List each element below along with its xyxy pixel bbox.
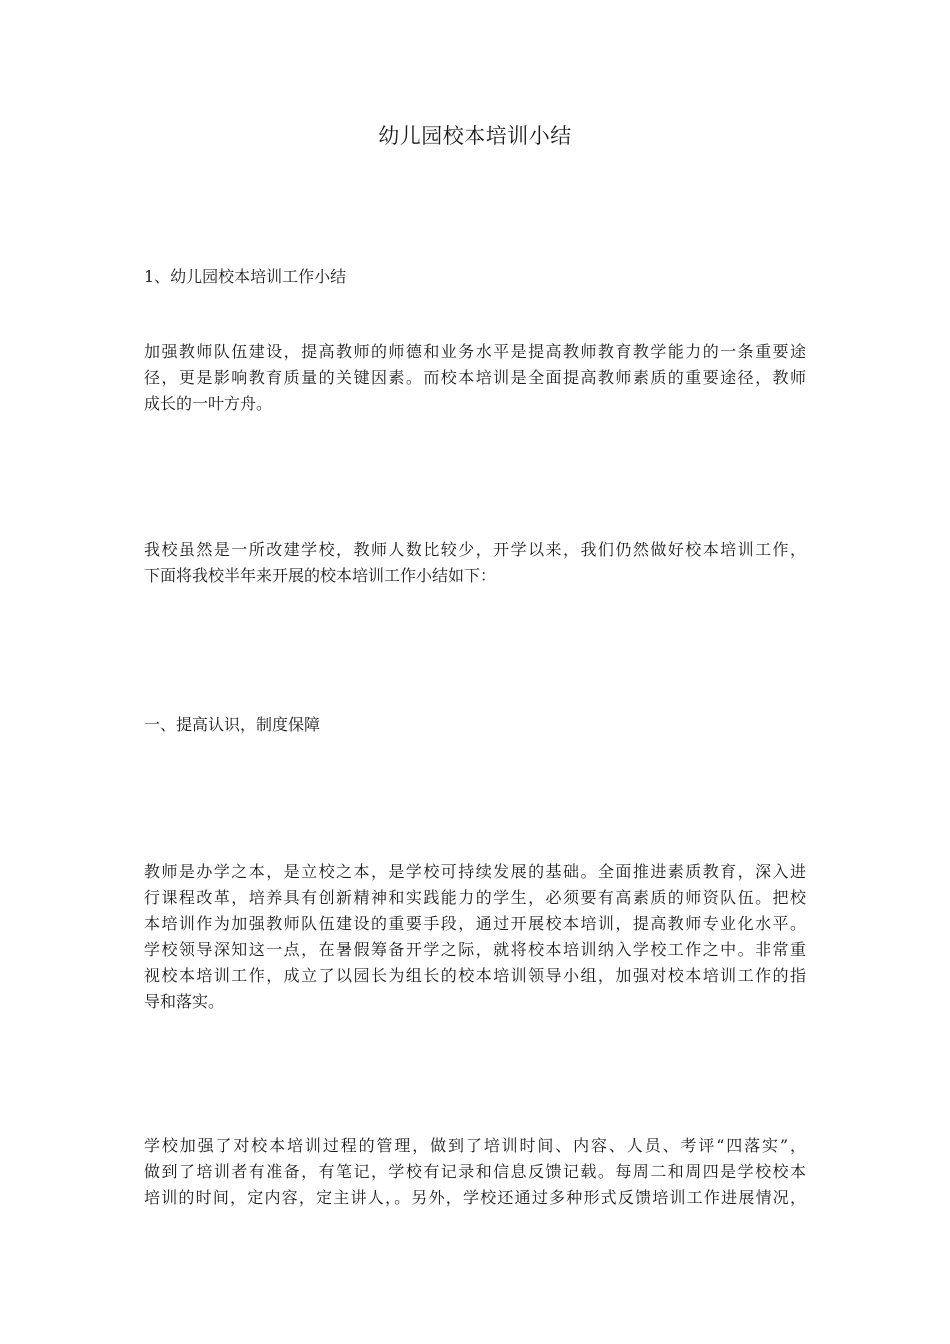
section-heading: 1、幼儿园校本培训工作小结	[144, 267, 347, 286]
paragraph-line: 培训的时间，定内容，定主讲人，。另外，学校还通过多种形式反馈培训工作进展情况，	[144, 1188, 806, 1207]
paragraph-2	[144, 537, 806, 589]
paragraph-line: 导和落实。	[144, 992, 225, 1011]
paragraph-line: 我校虽然是一所改建学校，教师人数比较少，开学以来，我们仍然做好校本培训工作，	[144, 540, 806, 559]
paragraph-3	[144, 859, 806, 1015]
paragraph-4	[144, 1133, 806, 1211]
paragraph-line: 学校领导深知这一点，在暑假筹备开学之际，就将校本培训纳入学校工作之中。非常重	[144, 940, 806, 959]
paragraph-line: 成长的一叶方舟。	[144, 394, 273, 413]
paragraph-line: 做到了培训者有准备，有笔记，学校有记录和信息反馈记载。每周二和周四是学校校本	[144, 1162, 806, 1181]
paragraph-line: 径，更是影响教育质量的关键因素。而校本培训是全面提高教师素质的重要途径，教师	[144, 368, 806, 387]
paragraph-line: 下面将我校半年来开展的校本培训工作小结如下：	[144, 566, 497, 585]
subheading: 一、提高认识，制度保障	[144, 715, 321, 734]
paragraph-line: 本培训作为加强教师队伍建设的重要手段，通过开展校本培训，提高教师专业化水平。	[144, 914, 806, 933]
paragraph-line: 教师是办学之本，是立校之本，是学校可持续发展的基础。全面推进素质教育，深入进	[144, 862, 806, 881]
paragraph-line: 学校加强了对校本培训过程的管理，做到了培训时间、内容、人员、考评“四落实”，	[144, 1136, 806, 1155]
paragraph-line: 视校本培训工作，成立了以园长为组长的校本培训领导小组，加强对校本培训工作的指	[144, 966, 806, 985]
paragraph-line: 行课程改革，培养具有创新精神和实践能力的学生，必须要有高素质的师资队伍。把校	[144, 888, 806, 907]
paragraph-line: 加强教师队伍建设，提高教师的师德和业务水平是提高教师教育教学能力的一条重要途	[144, 342, 806, 361]
document-title: 幼儿园校本培训小结	[378, 124, 572, 148]
paragraph-1	[144, 339, 806, 417]
